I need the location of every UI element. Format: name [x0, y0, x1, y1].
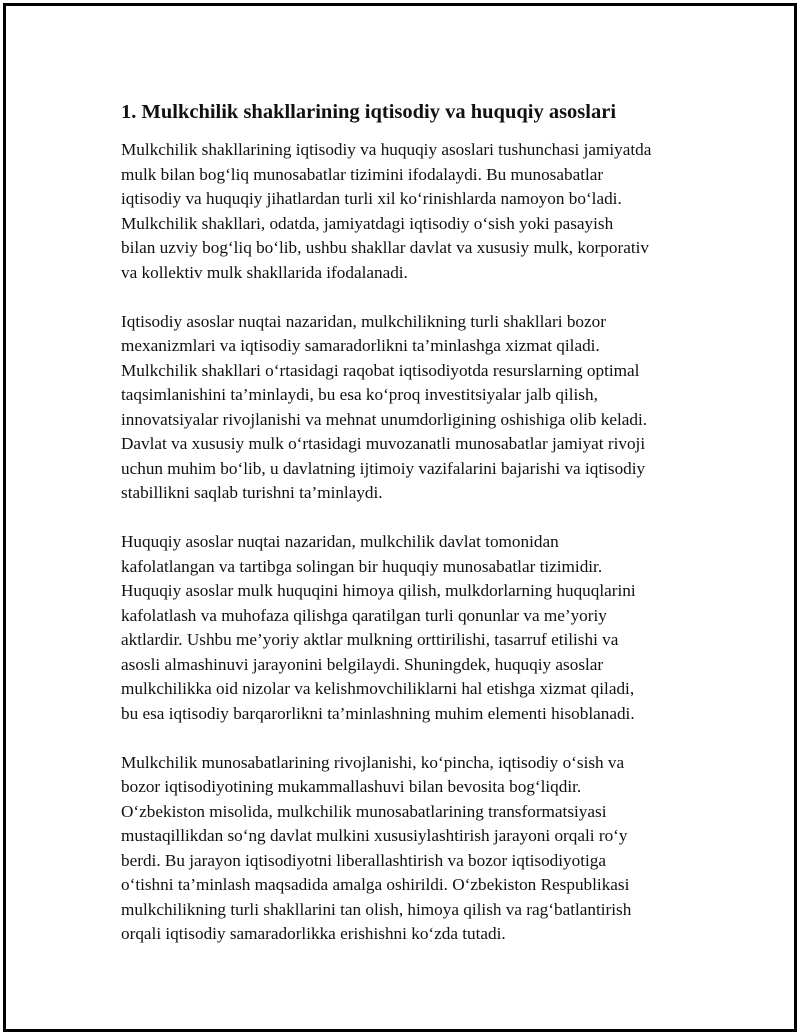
text-line: o‘tishni ta’minlash maqsadida amalga oshirildi. O‘zbekiston Respublikasi	[121, 875, 630, 894]
document-body	[121, 98, 701, 971]
text-line: innovatsiyalar rivojlanishi va mehnat unumdorligining oshishiga olib keladi.	[121, 409, 648, 429]
page-frame	[3, 3, 797, 1032]
text-line: Davlat va xususiy mulk o‘rtasidagi muvozanatli munosabatlar jamiyat rivoji	[121, 434, 646, 453]
text-line: mexanizmlari va iqtisodiy samaradorlikni ta’minlashga xizmat qiladi.	[121, 336, 600, 355]
paragraph-4	[121, 751, 701, 947]
text-line: Mulkchilik shakllarining iqtisodiy va huquqiy asoslari tushunchasi jamiyatda	[121, 140, 652, 159]
text-line: kafolatlangan va tartibga solingan bir huquqiy munosabatlar tizimidir.	[121, 556, 603, 576]
paragraph-2	[121, 310, 701, 506]
text-line: kafolatlash va muhofaza qilishga qaratilgan turli qonunlar va me’yoriy	[121, 605, 607, 625]
text-line: bilan uzviy bog‘liq bo‘lib, ushbu shakllar davlat va xususiy mulk, korporativ	[121, 238, 649, 257]
text-line: O‘zbekiston misolida, mulkchilik munosabatlarining transformatsiyasi	[121, 801, 607, 821]
page-title: 1. Mulkchilik shakllarining iqtisodiy va huquqiy asoslari	[121, 101, 617, 123]
text-line: iqtisodiy va huquqiy jihatlardan turli xil ko‘rinishlarda namoyon bo‘ladi.	[121, 189, 622, 208]
text-line: taqsimlanishini ta’minlaydi, bu esa ko‘proq investitsiyalar jalb qilish,	[121, 385, 598, 404]
text-line: Mulkchilik munosabatlarining rivojlanishi, ko‘pincha, iqtisodiy o‘sish va	[121, 752, 625, 772]
text-line: stabillikni saqlab turishni ta’minlaydi.	[121, 483, 383, 502]
text-line: bu esa iqtisodiy barqarorlikni ta’minlashning muhim elementi hisoblanadi.	[121, 703, 635, 723]
text-line: mustaqillikdan so‘ng davlat mulkini xususiylashtirish jarayoni orqali ro‘y	[121, 826, 628, 845]
text-line: mulk bilan bog‘liq munosabatlar tizimini ifodalaydi. Bu munosabatlar	[121, 164, 604, 184]
text-line: bozor iqtisodiyotining mukammallashuvi bilan bevosita bog‘liqdir.	[121, 777, 582, 796]
text-line: orqali iqtisodiy samaradorlikka erishishni ko‘zda tutadi.	[121, 924, 506, 943]
text-line: va kollektiv mulk shakllarida ifodalanadi.	[121, 262, 408, 282]
text-line: uchun muhim bo‘lib, u davlatning ijtimoiy vazifalarini bajarishi va iqtisodiy	[121, 458, 646, 478]
paragraph-3	[121, 530, 701, 726]
text-line: asosli almashinuvi jarayonini belgilaydi. Shuningdek, huquqiy asoslar	[121, 654, 604, 674]
text-line: Huquqiy asoslar mulk huquqini himoya qilish, mulkdorlarning huquqlarini	[121, 581, 636, 600]
paragraph-1	[121, 138, 701, 285]
text-line: Mulkchilik shakllari o‘rtasidagi raqobat iqtisodiyotda resurslarning optimal	[121, 360, 640, 380]
text-line: mulkchilikning turli shakllarini tan olish, himoya qilish va rag‘batlantirish	[121, 899, 632, 919]
text-line: Mulkchilik shakllari, odatda, jamiyatdagi iqtisodiy o‘sish yoki pasayish	[121, 213, 614, 233]
text-line: Iqtisodiy asoslar nuqtai nazaridan, mulkchilikning turli shakllari bozor	[121, 311, 606, 331]
text-line: aktlardir. Ushbu me’yoriy aktlar mulkning orttirilishi, tasarruf etilishi va	[121, 630, 619, 649]
text-line: Huquqiy asoslar nuqtai nazaridan, mulkchilik davlat tomonidan	[121, 532, 559, 551]
text-line: berdi. Bu jarayon iqtisodiyotni liberallashtirish va bozor iqtisodiyotiga	[121, 850, 606, 870]
text-line: mulkchilikka oid nizolar va kelishmovchiliklarni hal etishga xizmat qiladi,	[121, 679, 635, 698]
